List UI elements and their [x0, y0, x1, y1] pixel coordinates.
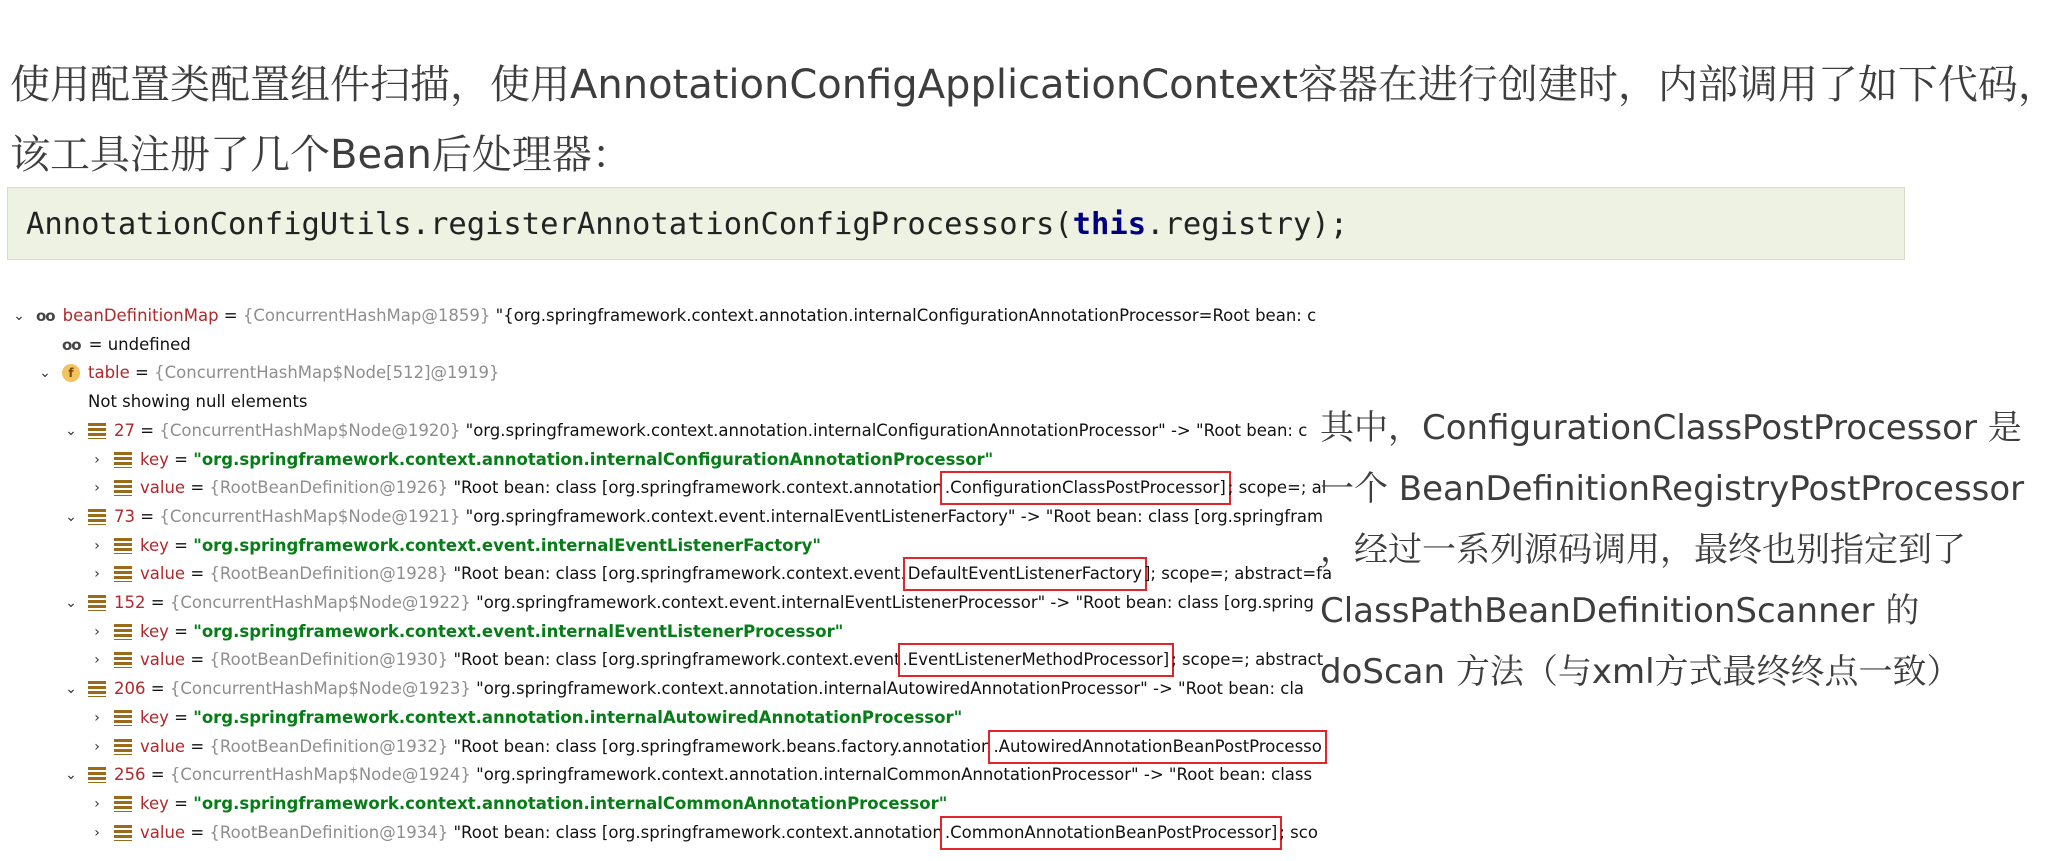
equals-sign: =: [145, 679, 170, 699]
collapse-arrow-icon[interactable]: ⌄: [65, 508, 77, 525]
string-value: "org.springframework.context.annotation.internalCommonAnnotationProcessor": [193, 793, 948, 813]
value-text: "Root bean: class [org.springframework.context.event.: [453, 564, 906, 584]
string-value: "org.springframework.context.annotation.internalConfigurationAnnotationProcessor": [193, 449, 994, 469]
value-text: "org.springframework.context.annotation.internalAutowiredAnnotationProcessor" -> "Root bean: cla: [476, 679, 1305, 699]
code-block: [7, 187, 1905, 260]
variable-name: key: [140, 793, 169, 813]
value-text: "{org.springframework.context.annotation.internalConfigurationAnnotationProcessor=Root bean: c: [495, 306, 1317, 325]
expand-arrow-icon[interactable]: ›: [94, 652, 100, 669]
list-entry-icon: [114, 825, 132, 841]
object-reference: {ConcurrentHashMap$Node@1922}: [169, 593, 471, 612]
expand-arrow-icon[interactable]: ›: [94, 480, 100, 497]
value-text: "org.springframework.context.event.internalEventListenerFactory" -> "Root bean: class [org.springfram: [465, 506, 1324, 526]
list-entry-icon: [114, 710, 132, 726]
value-text: "Root bean: class [org.springframework.context.annotation: [453, 822, 943, 842]
side-note-line-3: ，经过一系列源码调用，最终也别指定到了: [1320, 530, 1966, 570]
equals-sign: =: [168, 621, 194, 641]
variable-name: table: [88, 363, 130, 383]
equals-sign: =: [145, 765, 170, 785]
value-text: = undefined: [88, 334, 191, 354]
equals-sign: =: [168, 793, 194, 813]
collapse-arrow-icon[interactable]: ⌄: [65, 681, 77, 698]
tree-row[interactable]: [88, 733, 1324, 761]
code-keyword: this: [1072, 207, 1147, 242]
equals-sign: =: [135, 420, 160, 440]
tree-row[interactable]: [88, 560, 1332, 588]
intro-line-1: 使用配置类配置组件扫描，使用AnnotationConfigApplicationContext容器在进行创建时，内部调用了如下代码，: [10, 62, 2058, 108]
object-reference: {ConcurrentHashMap@1859}: [242, 306, 491, 325]
value-text: "org.springframework.context.event.internalEventListenerProcessor" -> "Root bean: class [org.spring: [476, 593, 1314, 612]
highlighted-class-name: .CommonAnnotationBeanPostProcessor]: [943, 819, 1280, 847]
value-text: "Root bean: class [org.springframework.beans.factory.annotation: [453, 736, 992, 756]
side-note-line-2: 一个 BeanDefinitionRegistryPostProcessor: [1320, 469, 2025, 509]
expand-arrow-icon[interactable]: ›: [94, 824, 100, 841]
expand-arrow-icon[interactable]: ›: [94, 738, 100, 755]
object-reference: {RootBeanDefinition@1930}: [209, 650, 449, 670]
list-entry-icon: [114, 739, 132, 755]
tree-row[interactable]: [62, 388, 308, 416]
string-value: "org.springframework.context.annotation.internalAutowiredAnnotationProcessor": [193, 707, 963, 727]
intro-line-2: 该工具注册了几个Bean后处理器：: [10, 132, 632, 178]
value-text: Not showing null elements: [88, 392, 308, 412]
object-reference: {ConcurrentHashMap$Node@1924}: [169, 765, 471, 785]
tree-row[interactable]: [62, 675, 1304, 703]
space: [500, 359, 505, 387]
string-value: "org.springframework.context.event.internalEventListenerFactory": [193, 535, 822, 555]
expand-arrow-icon[interactable]: ›: [94, 566, 100, 583]
value-text-tail: ; scope=; al: [1227, 478, 1327, 498]
tree-row[interactable]: [62, 589, 1314, 617]
tree-row[interactable]: [88, 646, 1323, 674]
variable-name: beanDefinitionMap: [62, 306, 219, 325]
side-note: [1320, 398, 2040, 703]
list-entry-icon: [114, 480, 132, 496]
value-text: "Root bean: class [org.springframework.context.annotation: [453, 478, 943, 498]
field-icon: f: [62, 364, 80, 382]
variable-name: 256: [114, 765, 146, 785]
tree-row[interactable]: [36, 359, 505, 387]
list-entry-icon: [114, 652, 132, 668]
variable-name: key: [140, 621, 169, 641]
expand-arrow-icon[interactable]: ›: [94, 451, 100, 468]
code-suffix: .registry);: [1146, 207, 1349, 242]
list-entry-icon: [114, 452, 132, 468]
highlighted-class-name: .EventListenerMethodProcessor]: [901, 646, 1172, 674]
side-note-line-1: 其中，ConfigurationClassPostProcessor 是: [1320, 408, 2022, 448]
tree-row[interactable]: [88, 819, 1318, 847]
equals-sign: =: [185, 650, 210, 670]
variable-name: value: [140, 822, 186, 842]
object-reference: {RootBeanDefinition@1926}: [209, 478, 449, 498]
equals-sign: =: [145, 593, 170, 612]
collapse-arrow-icon[interactable]: ⌄: [39, 365, 51, 382]
object-reference: {ConcurrentHashMap$Node@1920}: [159, 420, 461, 440]
variable-name: value: [140, 564, 186, 584]
equals-sign: =: [185, 736, 210, 756]
equals-sign: =: [185, 822, 210, 842]
tree-row[interactable]: [36, 331, 191, 359]
tree-row[interactable]: [10, 302, 1316, 330]
value-text-tail: ; sco: [1279, 822, 1318, 842]
variable-name: 73: [114, 506, 135, 526]
equals-sign: =: [185, 564, 210, 584]
list-entry-icon: [88, 681, 106, 697]
value-text: "Root bean: class [org.springframework.context.event: [453, 650, 901, 670]
object-reference: {RootBeanDefinition@1934}: [209, 822, 449, 842]
value-text: "org.springframework.context.annotation.internalCommonAnnotationProcessor" -> "Root bean: class: [476, 765, 1313, 785]
list-entry-icon: [114, 796, 132, 812]
tree-row[interactable]: [88, 618, 843, 646]
code-prefix: AnnotationConfigUtils.registerAnnotationConfigProcessors(: [26, 207, 1073, 242]
variable-name: 152: [114, 593, 146, 612]
tree-row[interactable]: [62, 417, 1307, 445]
variable-name: value: [140, 478, 186, 498]
tree-row[interactable]: [88, 790, 947, 818]
side-note-line-4: ClassPathBeanDefinitionScanner 的: [1320, 591, 1920, 631]
tree-row[interactable]: [62, 503, 1323, 531]
value-text-tail: ]; scope=; abstract=fa: [1144, 564, 1333, 584]
watch-infinity-icon: oo: [62, 335, 81, 354]
collapse-arrow-icon[interactable]: ⌄: [65, 422, 77, 439]
value-text-tail: ; scope=; abstract: [1171, 650, 1324, 670]
expand-arrow-icon[interactable]: ›: [94, 795, 100, 812]
highlighted-class-name: .ConfigurationClassPostProcessor]: [943, 474, 1228, 502]
variable-name: 206: [114, 679, 146, 699]
equals-sign: =: [218, 306, 243, 325]
list-entry-icon: [88, 509, 106, 525]
object-reference: {ConcurrentHashMap$Node[512]@1919}: [154, 363, 500, 383]
collapse-arrow-icon[interactable]: ⌄: [13, 308, 25, 324]
watch-infinity-icon: oo: [36, 307, 55, 325]
intro-paragraph: [10, 50, 2058, 190]
collapse-arrow-icon[interactable]: ⌄: [65, 595, 77, 611]
object-reference: {RootBeanDefinition@1932}: [209, 736, 449, 756]
expand-arrow-icon[interactable]: ›: [94, 623, 100, 640]
equals-sign: =: [168, 707, 194, 727]
variable-name: value: [140, 650, 186, 670]
variable-name: 27: [114, 420, 135, 440]
equals-sign: =: [168, 449, 194, 469]
list-entry-icon: [114, 566, 132, 582]
highlighted-class-name: DefaultEventListenerFactory: [906, 560, 1144, 588]
variable-name: key: [140, 449, 169, 469]
side-note-line-5: doScan 方法（与xml方式最终终点一致）: [1320, 652, 1961, 692]
tree-row[interactable]: [88, 704, 962, 732]
object-reference: {ConcurrentHashMap$Node@1921}: [159, 506, 461, 526]
variable-name: key: [140, 535, 169, 555]
list-entry-icon: [88, 595, 106, 611]
collapse-arrow-icon[interactable]: ⌄: [65, 767, 77, 784]
debugger-variables-tree: [10, 302, 1333, 857]
list-entry-icon: [114, 538, 132, 554]
tree-row[interactable]: [88, 474, 1326, 502]
expand-arrow-icon[interactable]: ›: [94, 537, 100, 554]
value-text: "org.springframework.context.annotation.internalConfigurationAnnotationProcessor" -> "Root bean: c: [465, 420, 1308, 440]
object-reference: {ConcurrentHashMap$Node@1923}: [169, 679, 471, 699]
variable-name: value: [140, 736, 186, 756]
variable-name: key: [140, 707, 169, 727]
highlighted-class-name: .AutowiredAnnotationBeanPostProcesso: [991, 733, 1323, 761]
equals-sign: =: [129, 363, 155, 383]
expand-arrow-icon[interactable]: ›: [94, 709, 100, 726]
equals-sign: =: [185, 478, 210, 498]
tree-row[interactable]: [88, 446, 993, 474]
string-value: "org.springframework.context.event.internalEventListenerProcessor": [193, 621, 844, 641]
tree-row[interactable]: [88, 532, 821, 560]
object-reference: {RootBeanDefinition@1928}: [209, 564, 449, 584]
tree-row[interactable]: [62, 761, 1312, 789]
list-entry-icon: [88, 423, 106, 439]
list-entry-icon: [88, 767, 106, 783]
list-entry-icon: [114, 624, 132, 640]
equals-sign: =: [135, 506, 160, 526]
equals-sign: =: [168, 535, 194, 555]
